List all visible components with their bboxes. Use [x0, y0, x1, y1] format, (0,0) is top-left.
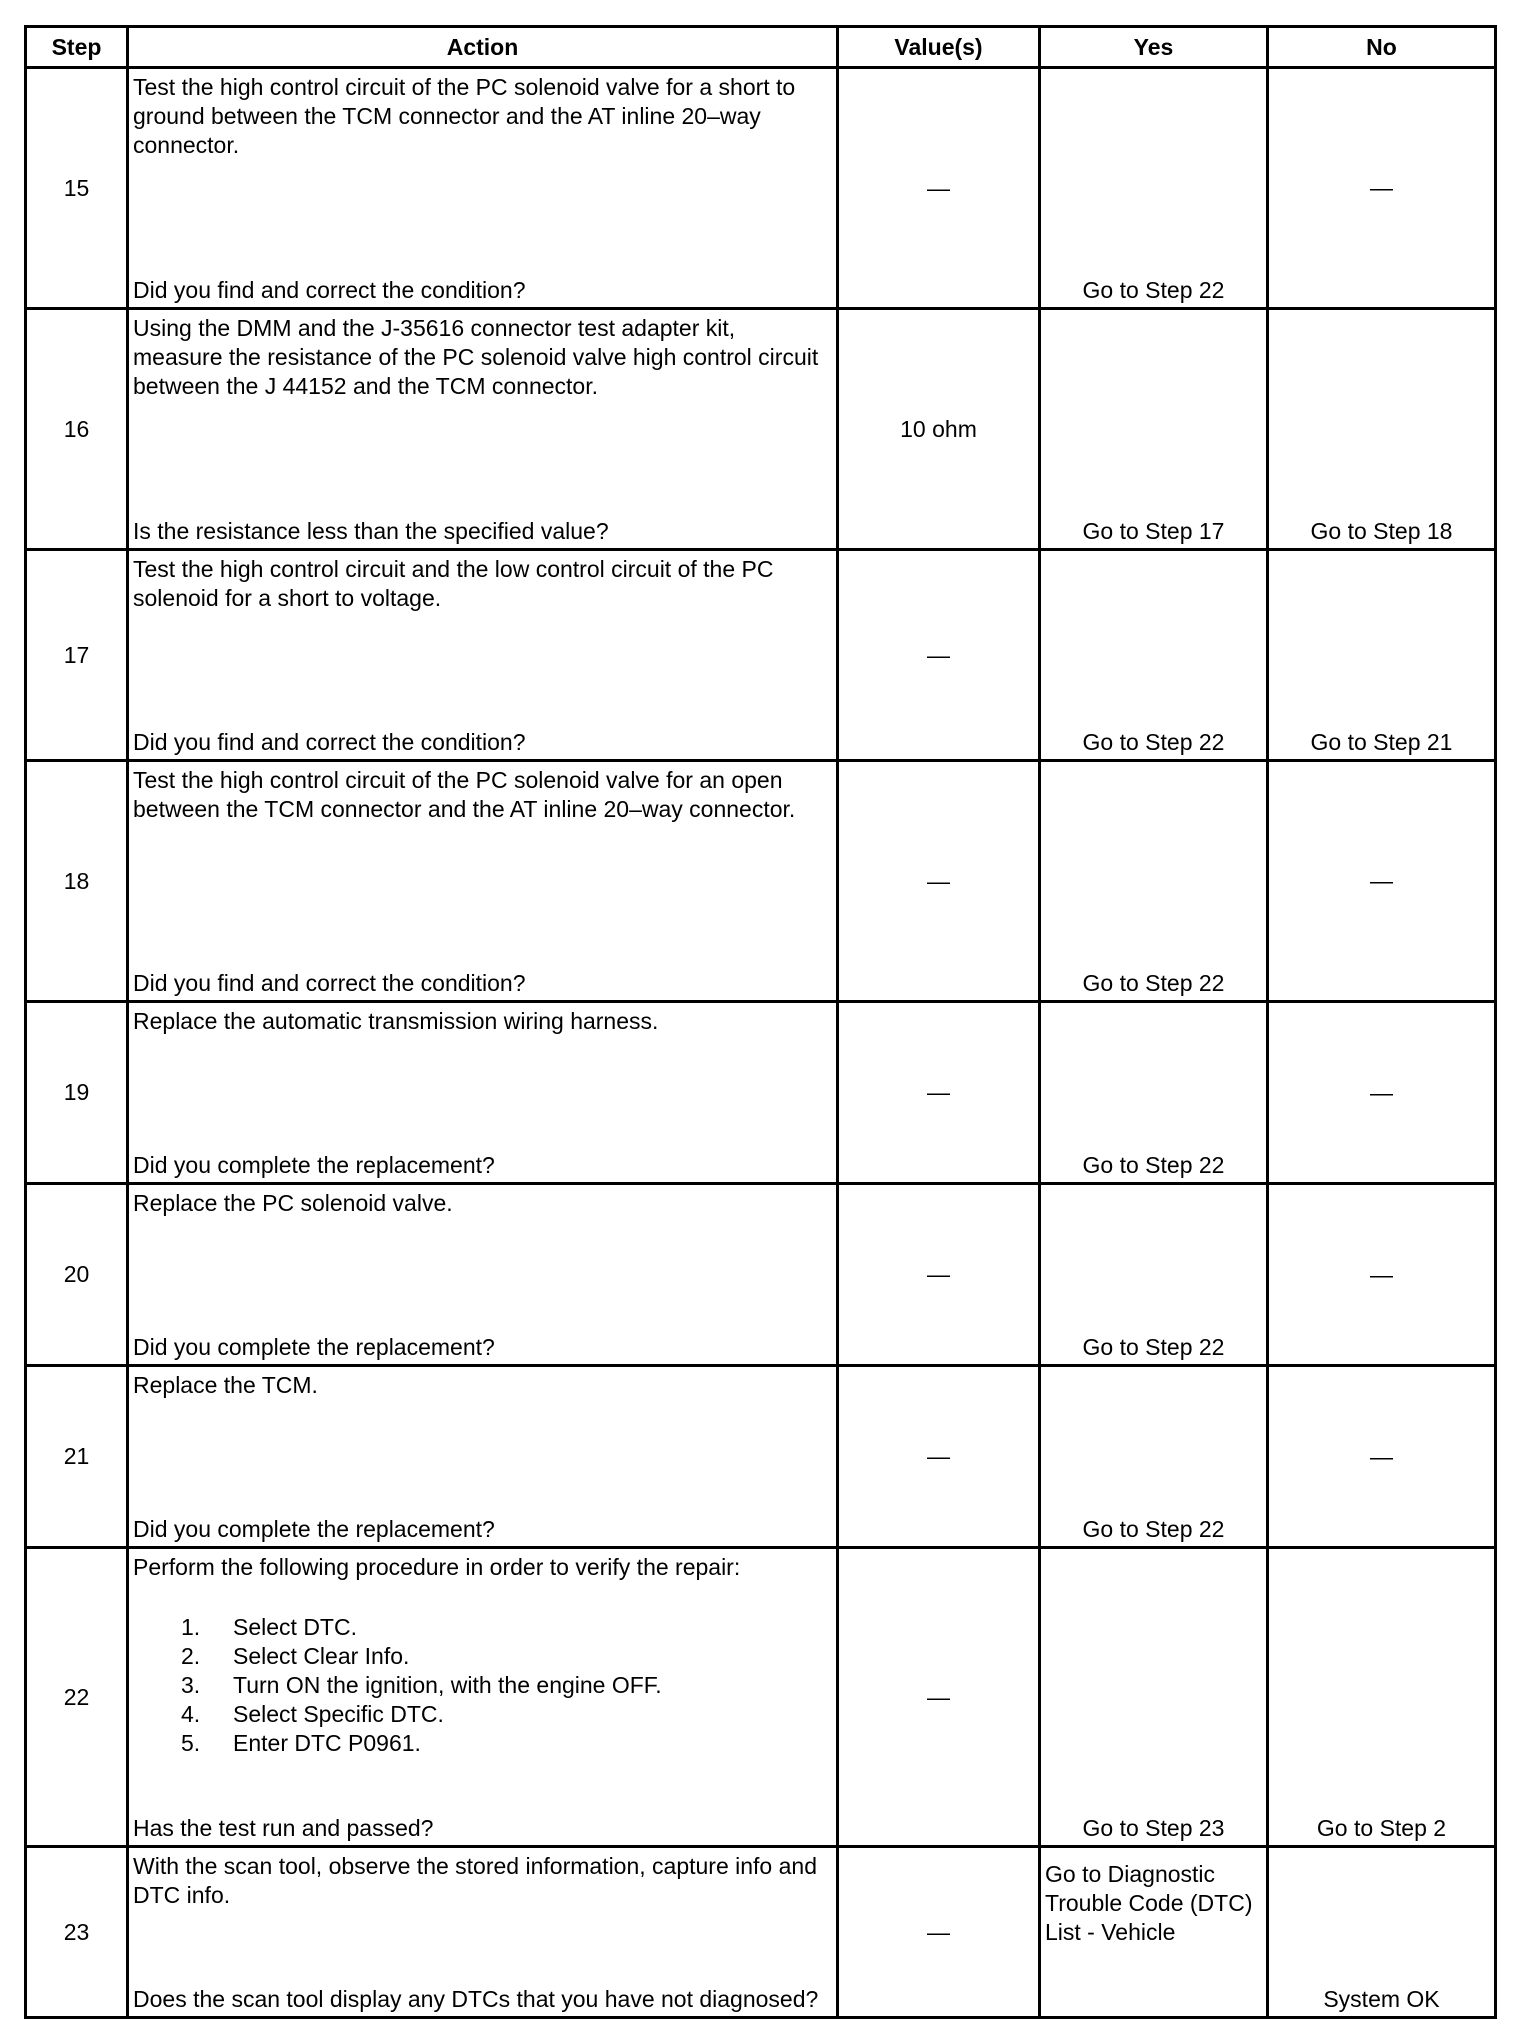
- table-row: [26, 1548, 1496, 1847]
- action-cell: [128, 1366, 838, 1548]
- no-cell: [1268, 761, 1496, 1002]
- procedure-step-number: 1.: [181, 1614, 201, 1640]
- value-cell: —: [838, 1184, 1040, 1366]
- no-cell: [1268, 309, 1496, 550]
- action-text: Replace the automatic transmission wiring harness.: [133, 1008, 659, 1034]
- action-cell: [128, 1184, 838, 1366]
- procedure-step-number: 3.: [181, 1672, 201, 1698]
- yes-text: Go to Step 23: [1082, 1815, 1225, 1841]
- yes-cell: [1040, 550, 1268, 761]
- no-cell: [1268, 1548, 1496, 1847]
- procedure-step-text: Select DTC.: [233, 1614, 357, 1640]
- yes-cell: [1040, 68, 1268, 309]
- procedure-step-text: Select Specific DTC.: [233, 1701, 444, 1727]
- yes-text: Go to Step 22: [1082, 1334, 1225, 1360]
- yes-cell: [1040, 309, 1268, 550]
- table-row: [26, 1847, 1496, 2018]
- step-number: 17: [26, 550, 128, 761]
- value-cell: 10 ohm: [838, 309, 1040, 550]
- action-cell: [128, 1847, 838, 2018]
- action-cell: [128, 1548, 838, 1847]
- no-cell: [1268, 1002, 1496, 1184]
- action-text: Replace the PC solenoid valve.: [133, 1190, 453, 1216]
- table-row: [26, 550, 1496, 761]
- no-text: Go to Step 21: [1310, 729, 1453, 755]
- procedure-step: [181, 1700, 830, 1729]
- diagnostic-table: [24, 25, 1497, 2019]
- action-text: Perform the following procedure in order to verify the repair:: [133, 1554, 741, 1580]
- procedure-step-text: Select Clear Info.: [233, 1643, 410, 1669]
- yes-cell: [1040, 1184, 1268, 1366]
- header-row: [26, 27, 1496, 68]
- no-cell: [1268, 1184, 1496, 1366]
- action-question: Is the resistance less than the specified value?: [133, 518, 609, 544]
- header-no: No: [1268, 27, 1496, 68]
- action-question: Did you complete the replacement?: [133, 1516, 495, 1542]
- action-cell: [128, 68, 838, 309]
- step-number: 16: [26, 309, 128, 550]
- step-number: 23: [26, 1847, 128, 2018]
- table-row: [26, 761, 1496, 1002]
- step-number: 21: [26, 1366, 128, 1548]
- yes-cell: [1040, 1847, 1268, 2018]
- action-cell: [128, 309, 838, 550]
- action-text: Replace the TCM.: [133, 1372, 318, 1398]
- yes-text: Go to Step 22: [1082, 1516, 1225, 1542]
- no-cell: [1268, 1366, 1496, 1548]
- procedure-list: [133, 1613, 830, 1758]
- procedure-step: [181, 1729, 830, 1758]
- action-cell: [128, 550, 838, 761]
- header-action: Action: [128, 27, 838, 68]
- step-number: 20: [26, 1184, 128, 1366]
- procedure-step: [181, 1613, 830, 1642]
- yes-cell: [1040, 1002, 1268, 1184]
- step-number: 22: [26, 1548, 128, 1847]
- step-number: 18: [26, 761, 128, 1002]
- yes-text: Go to Step 17: [1082, 518, 1225, 544]
- action-text: Test the high control circuit and the low control circuit of the PC solenoid for a short to voltage.: [133, 556, 774, 611]
- value-cell: —: [838, 761, 1040, 1002]
- no-cell: [1268, 68, 1496, 309]
- procedure-step-number: 5.: [181, 1730, 201, 1756]
- yes-text: Go to Step 22: [1082, 277, 1225, 303]
- action-cell: [128, 761, 838, 1002]
- header-step: Step: [26, 27, 128, 68]
- action-question: Has the test run and passed?: [133, 1815, 434, 1841]
- no-text: —: [1370, 1261, 1393, 1287]
- procedure-step-text: Turn ON the ignition, with the engine OFF.: [233, 1672, 662, 1698]
- procedure-step-number: 2.: [181, 1643, 201, 1669]
- no-text: System OK: [1323, 1986, 1440, 2012]
- no-text: —: [1370, 867, 1393, 894]
- action-cell: [128, 1002, 838, 1184]
- value-cell: —: [838, 550, 1040, 761]
- value-cell: —: [838, 1847, 1040, 2018]
- procedure-step-number: 4.: [181, 1701, 201, 1727]
- yes-text: Go to Diagnostic Trouble Code (DTC) List - Vehicle: [1045, 1861, 1253, 1945]
- action-question: Does the scan tool display any DTCs that you have not diagnosed?: [133, 1986, 819, 2012]
- value-cell: —: [838, 68, 1040, 309]
- step-number: 19: [26, 1002, 128, 1184]
- no-cell: [1268, 1847, 1496, 2018]
- table-row: [26, 309, 1496, 550]
- table-row: [26, 1002, 1496, 1184]
- action-text: Test the high control circuit of the PC solenoid valve for a short to ground between the TCM connector and the AT inline 20–way connector.: [133, 74, 796, 158]
- table-row: [26, 1366, 1496, 1548]
- no-text: —: [1370, 1079, 1393, 1105]
- no-text: —: [1370, 174, 1393, 201]
- action-question: Did you find and correct the condition?: [133, 729, 526, 755]
- yes-text: Go to Step 22: [1082, 1152, 1225, 1178]
- no-text: Go to Step 2: [1316, 1815, 1447, 1841]
- action-question: Did you complete the replacement?: [133, 1334, 495, 1360]
- action-text: With the scan tool, observe the stored information, capture info and DTC info.: [133, 1853, 817, 1908]
- procedure-step: [181, 1671, 830, 1700]
- step-number: 15: [26, 68, 128, 309]
- action-question: Did you complete the replacement?: [133, 1152, 495, 1178]
- yes-cell: [1040, 1366, 1268, 1548]
- no-cell: [1268, 550, 1496, 761]
- table-row: [26, 1184, 1496, 1366]
- action-question: Did you find and correct the condition?: [133, 277, 526, 303]
- value-cell: —: [838, 1548, 1040, 1847]
- value-cell: —: [838, 1002, 1040, 1184]
- action-text: Using the DMM and the J-35616 connector test adapter kit, measure the resistance of the PC solenoid valve high control circuit between the J 44152 and the TCM connector.: [133, 315, 819, 399]
- table-row: [26, 68, 1496, 309]
- no-text: Go to Step 18: [1310, 518, 1453, 544]
- procedure-step-text: Enter DTC P0961.: [233, 1730, 421, 1756]
- action-text: Test the high control circuit of the PC solenoid valve for an open between the TCM connector and the AT inline 20–way connector.: [133, 767, 796, 822]
- yes-text: Go to Step 22: [1082, 729, 1225, 755]
- yes-text: Go to Step 22: [1082, 970, 1225, 996]
- header-values: Value(s): [838, 27, 1040, 68]
- procedure-step: [181, 1642, 830, 1671]
- action-question: Did you find and correct the condition?: [133, 970, 526, 996]
- yes-cell: [1040, 1548, 1268, 1847]
- header-yes: Yes: [1040, 27, 1268, 68]
- yes-cell: [1040, 761, 1268, 1002]
- value-cell: —: [838, 1366, 1040, 1548]
- no-text: —: [1370, 1443, 1393, 1469]
